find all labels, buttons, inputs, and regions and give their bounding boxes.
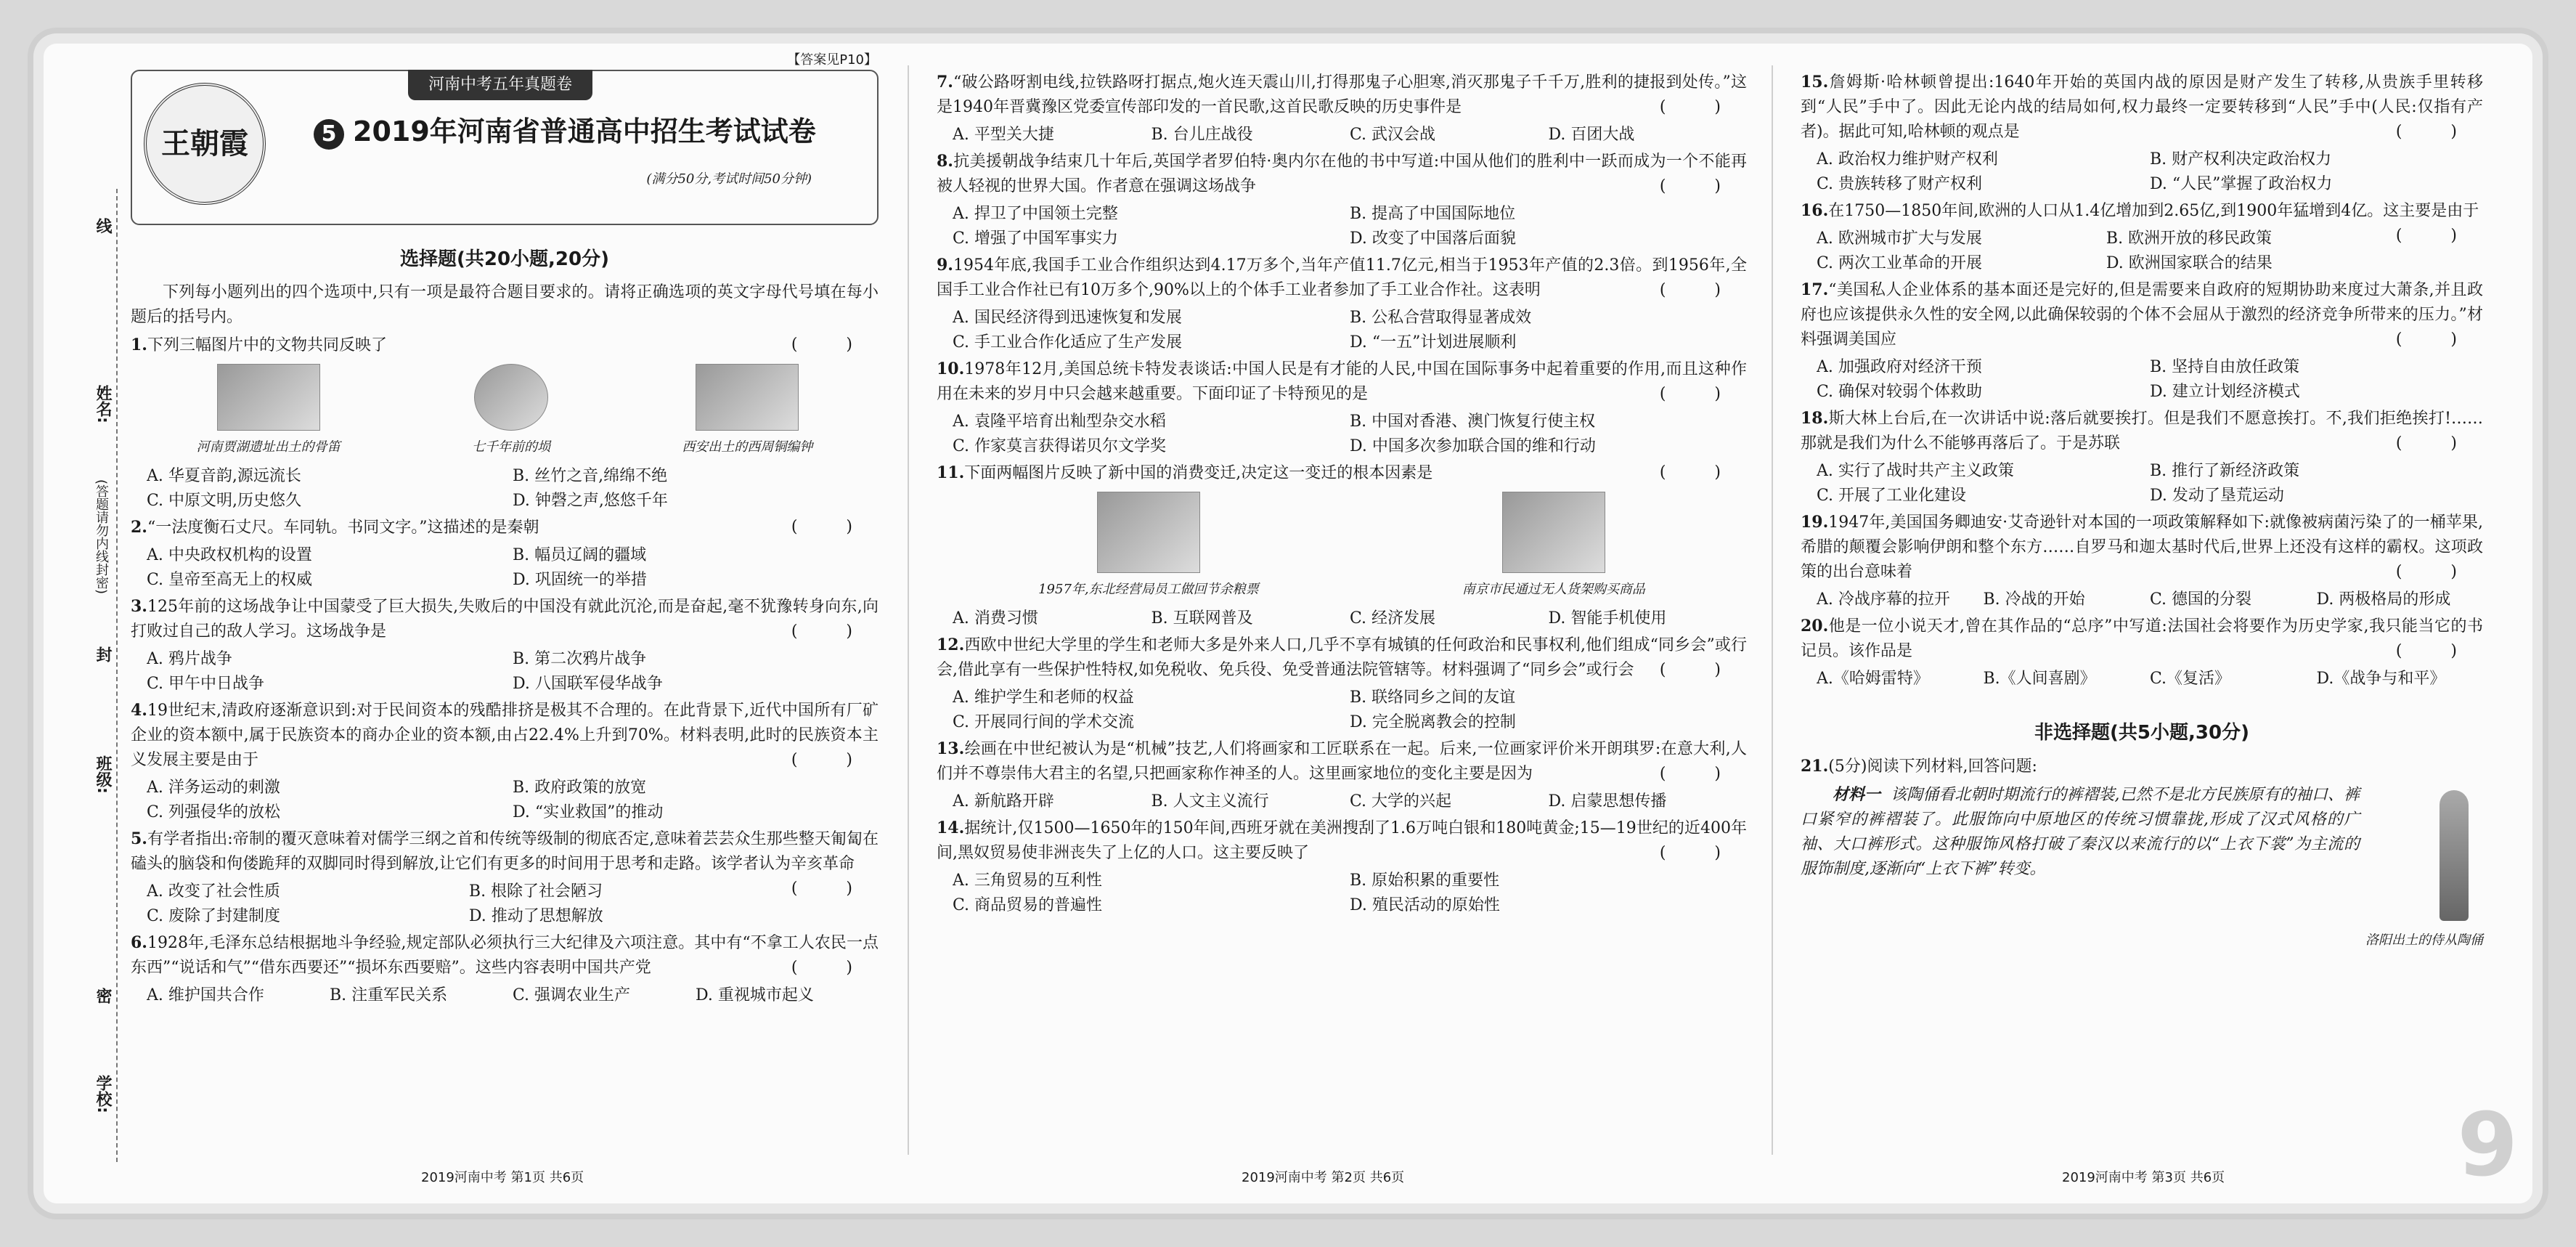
option-c[interactable]: C. 商品贸易的普遍性 bbox=[953, 896, 1103, 914]
column-divider bbox=[1772, 65, 1773, 1155]
question-number: 13. bbox=[937, 739, 965, 758]
question-number: 17. bbox=[1801, 280, 1829, 299]
question-number: 6. bbox=[131, 933, 147, 952]
figure-caption: 1957年,东北经营局员工做回节余粮票 bbox=[1038, 582, 1259, 597]
question-number: 14. bbox=[937, 819, 965, 837]
question-13 bbox=[937, 736, 1747, 814]
option-c[interactable]: C. 列强侵华的放松 bbox=[147, 803, 281, 821]
section-title-nonchoice: 非选择题(共5小题,30分) bbox=[2034, 722, 2249, 744]
question-4 bbox=[131, 698, 879, 825]
margin-name-label: 姓名: bbox=[94, 385, 112, 423]
option-a[interactable]: A. 平型关大捷 bbox=[953, 126, 1054, 144]
answer-paren: ( ) bbox=[791, 336, 874, 354]
margin-class-label: 班级: bbox=[94, 755, 112, 794]
question-stem: 下面两幅图片反映了新中国的消费变迁,决定这一变迁的根本因素是 bbox=[964, 464, 1433, 482]
question-number: 2. bbox=[131, 518, 147, 537]
question-number: 1. bbox=[131, 336, 147, 354]
question-stem: 他是一位小说天才,曾在其作品的“总序”中写道:法国社会将要作为历史学家,我只能当它的书记员。该作品是 bbox=[1801, 617, 2483, 660]
options bbox=[131, 776, 879, 825]
section-title-choice: 选择题(共20小题,20分) bbox=[399, 248, 609, 270]
option-c[interactable]: C. 贵族转移了财产权利 bbox=[1817, 175, 1983, 193]
option-c[interactable]: C.《复活》 bbox=[2150, 670, 2231, 688]
option-c[interactable]: C. 强调农业生产 bbox=[513, 986, 631, 1004]
margin-dense-label: 密 bbox=[94, 988, 112, 1004]
option-c[interactable]: C. 开展同行间的学术交流 bbox=[953, 713, 1135, 731]
question-stem: 在1750—1850年间,欧洲的人口从1.4亿增加到2.65亿,到1900年猛增到4亿。这主要是由于 bbox=[1828, 202, 2479, 220]
option-c[interactable]: C. 中原文明,历史悠久 bbox=[147, 492, 302, 510]
option-d[interactable]: D. 欧洲国家联合的结果 bbox=[2106, 254, 2273, 272]
option-d[interactable]: D. 两极格局的形成 bbox=[2316, 590, 2451, 609]
question-number: 3. bbox=[131, 597, 147, 616]
question-number: 10. bbox=[937, 360, 965, 378]
question-stem: 抗美援朝战争结束几十年后,英国学者罗伯特·奥内尔在他的书中写道:中国从他们的胜利中一跃而成为一个不能再被人轻视的世界大国。作者意在强调这场战争 bbox=[937, 153, 1747, 195]
question-10 bbox=[937, 357, 1747, 459]
publisher-logo bbox=[144, 83, 266, 205]
figure-xun bbox=[472, 364, 550, 460]
option-a[interactable]: A. 新航路开辟 bbox=[953, 792, 1054, 811]
question-3 bbox=[131, 594, 879, 696]
option-d[interactable]: D. 巩固统一的举措 bbox=[513, 571, 647, 589]
xun-image bbox=[474, 364, 548, 431]
option-b[interactable]: B. 坚持自由放任政策 bbox=[2150, 358, 2300, 376]
option-b[interactable]: B. 丝竹之音,绵绵不绝 bbox=[513, 467, 668, 485]
option-a[interactable]: A. 维护学生和老师的权益 bbox=[953, 689, 1134, 707]
question-stem: “一法度衡石丈尺。车同轨。书同文字。”这描述的是秦朝 bbox=[147, 519, 539, 537]
option-b[interactable]: B. 冷战的开始 bbox=[1983, 590, 2085, 609]
option-c[interactable]: C. 废除了封建制度 bbox=[147, 907, 281, 925]
question-5 bbox=[131, 826, 879, 929]
answer-paren: ( ) bbox=[2395, 563, 2479, 581]
figure-unmanned-shelf bbox=[1462, 492, 1645, 602]
options bbox=[937, 410, 1747, 459]
option-a[interactable]: A. 消费习惯 bbox=[953, 609, 1038, 627]
option-b[interactable]: B. 台儿庄战役 bbox=[1151, 126, 1253, 144]
options bbox=[131, 880, 791, 929]
question-stem: “美国私人企业体系的基本面还是完好的,但是需要来自政府的短期协助来度过大萧条,并且政府也应该提供永久性的安全网,以此确保较弱的个体不会屈从于激烈的经济竞争所带来的压力。”材料强调美国应 bbox=[1801, 281, 2483, 349]
option-b[interactable]: B. 公私合营取得显著成效 bbox=[1350, 309, 1532, 327]
option-d[interactable]: D. “人民”掌握了政治权力 bbox=[2150, 175, 2333, 193]
paper-number-badge: 5 bbox=[314, 119, 344, 150]
option-b[interactable]: B. 注重军民关系 bbox=[330, 986, 448, 1004]
option-a[interactable]: A. 鸦片战争 bbox=[147, 650, 232, 668]
question-15 bbox=[1801, 70, 2483, 197]
paper-title bbox=[314, 115, 816, 150]
question-8 bbox=[937, 149, 1747, 251]
question-stem: 19世纪末,清政府逐渐意识到:对于民间资本的残酷排挤是极其不合理的。在此背景下,近代中国所有厂矿企业的资本额中,属于民族资本的商办企业的资本额,由占22.4%上升到70%。材料表明,此时的民族资本主义发展主要是由于 bbox=[131, 702, 879, 769]
option-d[interactable]: D. 改变了中国落后面貌 bbox=[1350, 230, 1516, 248]
option-d[interactable]: D. 殖民活动的原始性 bbox=[1350, 896, 1500, 914]
answer-reference: 【答案见P10】 bbox=[787, 52, 877, 68]
question-1 bbox=[131, 333, 879, 513]
question-stem: 1978年12月,美国总统卡特发表谈话:中国人民是有才能的人民,中国在国际事务中起着重要的作用,而且这种作用在未来的岁月中只会越来越重要。下面印证了卡特预见的是 bbox=[937, 360, 1747, 403]
question-7 bbox=[937, 70, 1747, 147]
option-a[interactable]: A. 华夏音韵,源远流长 bbox=[147, 467, 301, 485]
options bbox=[1801, 588, 2483, 612]
option-d[interactable]: D. 建立计划经济模式 bbox=[2150, 383, 2300, 401]
bone-flute-image bbox=[217, 364, 320, 431]
option-c[interactable]: C. 确保对较弱个体救助 bbox=[1817, 383, 1983, 401]
question-17 bbox=[1801, 277, 2483, 405]
question-number: 11. bbox=[937, 463, 965, 482]
option-b[interactable]: B. 提高了中国国际地位 bbox=[1350, 205, 1516, 223]
option-d[interactable]: D. 推动了思想解放 bbox=[468, 907, 603, 925]
page-footer-2: 2019河南中考 第2页 共6页 bbox=[1242, 1170, 1405, 1185]
options bbox=[937, 789, 1747, 814]
figure-caption: 七千年前的埙 bbox=[471, 439, 550, 455]
options bbox=[937, 606, 1747, 631]
option-b[interactable]: B.《人间喜剧》 bbox=[1983, 670, 2096, 688]
question-number: 5. bbox=[131, 829, 147, 848]
question-stem: 詹姆斯·哈林顿曾提出:1640年开始的英国内战的原因是财产发生了转移,从贵族手里转移到“人民”手中了。因此无论内战的结局如何,权力最终一定要转移到“人民”手中(人民:仅指有产者)。据此可知,哈林顿的观点是 bbox=[1801, 73, 2483, 141]
material-label: 材料一 bbox=[1833, 785, 1881, 804]
margin-labels bbox=[91, 218, 121, 1162]
logo-text: 王朝霞 bbox=[161, 126, 248, 161]
bronze-bells-image bbox=[696, 364, 799, 431]
column-page-1 bbox=[131, 52, 879, 1010]
column-page-2 bbox=[937, 70, 1747, 919]
answer-paren: ( ) bbox=[2395, 642, 2479, 660]
option-d[interactable]: D. 八国联军侵华战争 bbox=[513, 675, 663, 693]
option-b[interactable]: B. 原始积累的重要性 bbox=[1350, 872, 1500, 890]
question-number: 9. bbox=[937, 256, 953, 275]
options bbox=[937, 306, 1747, 355]
option-c[interactable]: C. 皇帝至高无上的权威 bbox=[147, 571, 313, 589]
answer-paren: ( ) bbox=[791, 959, 874, 977]
paper-header bbox=[131, 52, 879, 225]
option-c[interactable]: C. 甲午中日战争 bbox=[147, 675, 265, 693]
answer-paren: ( ) bbox=[1659, 463, 1743, 482]
option-c[interactable]: C. 武汉会战 bbox=[1350, 126, 1436, 144]
option-b[interactable]: B. 第二次鸦片战争 bbox=[513, 650, 647, 668]
option-c[interactable]: C. 作家莫言获得诺贝尔文学奖 bbox=[953, 437, 1167, 455]
question-number: 16. bbox=[1801, 201, 1829, 220]
margin-seal-label: 封 bbox=[94, 646, 112, 662]
question-12 bbox=[937, 633, 1747, 735]
options bbox=[1801, 227, 2396, 276]
answer-paren: ( ) bbox=[791, 518, 874, 536]
question-number: 4. bbox=[131, 701, 147, 720]
option-a[interactable]: A. 欧洲城市扩大与发展 bbox=[1817, 230, 1982, 248]
option-a[interactable]: A. 实行了战时共产主义政策 bbox=[1817, 462, 2014, 480]
answer-paren: ( ) bbox=[1659, 385, 1743, 403]
options bbox=[1801, 147, 2483, 197]
option-b[interactable]: B. 推行了新经济政策 bbox=[2150, 462, 2300, 480]
figure-1957-grain bbox=[1038, 492, 1259, 602]
answer-paren: ( ) bbox=[1659, 177, 1743, 195]
paper-title-text: 2019年河南省普通高中招生考试试卷 bbox=[353, 115, 816, 147]
material-one bbox=[1801, 782, 2483, 882]
option-c[interactable]: C. 大学的兴起 bbox=[1350, 792, 1452, 811]
question-stem: 1928年,毛泽东总结根据地斗争经验,规定部队必须执行三大纪律及六项注意。其中有“不拿工人农民一点东西”“说话和气”“借东西要还”“损坏东西要赔”。这些内容表明中国共产党 bbox=[131, 934, 879, 977]
question-stem: 1954年底,我国手工业合作组织达到4.17万多个,当年产值11.7亿元,相当于1953年产值的2.3倍。到1956年,全国手工业合作社已有10万多个,90%以上的个体手工业者参加了手工业合作社。这表明 bbox=[937, 256, 1747, 299]
answer-paren: ( ) bbox=[2395, 330, 2479, 349]
question-14 bbox=[937, 816, 1747, 918]
answer-paren: ( ) bbox=[791, 622, 874, 641]
option-a[interactable]: A. 冷战序幕的拉开 bbox=[1817, 590, 1950, 609]
option-a[interactable]: A. 国民经济得到迅速恢复和发展 bbox=[953, 309, 1182, 327]
option-d[interactable]: D. 百团大战 bbox=[1548, 126, 1635, 144]
margin-line-label: 线 bbox=[94, 218, 112, 234]
figure-bells bbox=[682, 364, 812, 460]
figure-bone-flute bbox=[197, 364, 341, 460]
options bbox=[131, 464, 879, 513]
option-d[interactable]: D. 智能手机使用 bbox=[1548, 609, 1667, 627]
option-d[interactable]: D. 钟磬之声,悠悠千年 bbox=[513, 492, 668, 510]
column-divider bbox=[908, 65, 909, 1155]
option-a[interactable]: A. 三角贸易的互利性 bbox=[953, 872, 1102, 890]
option-b[interactable]: B. 互联网普及 bbox=[1151, 609, 1253, 627]
page-footer-1: 2019河南中考 第1页 共6页 bbox=[421, 1170, 584, 1185]
option-d[interactable]: D. 启蒙思想传播 bbox=[1548, 792, 1667, 811]
series-banner: 河南中考五年真题卷 bbox=[408, 70, 592, 100]
options bbox=[131, 983, 879, 1008]
material-text: 该陶俑看北朝时期流行的裤褶装,已然不是北方民族原有的袖口、裤口紧窄的裤褶装了。此服饰向中原地区的传统习惯靠拢,形成了汉式风格的广袖、大口裤形式。这种服饰风格打破了秦汉以来流行的以“上衣下裳”为主流的服饰制度,逐渐向“上衣下裤”转变。 bbox=[1801, 786, 2360, 878]
question-11 bbox=[937, 460, 1747, 631]
option-b[interactable]: B. 幅员辽阔的疆域 bbox=[513, 546, 647, 564]
exam-sheet bbox=[44, 44, 2532, 1203]
option-d[interactable]: D. 完全脱离教会的控制 bbox=[1350, 713, 1516, 731]
answer-paren: ( ) bbox=[1659, 281, 1743, 299]
question-stem: 斯大林上台后,在一次讲话中说:落后就要挨打。但是我们不愿意挨打。不,我们拒绝挨打!……那就是我们为什么不能够再落后了。于是苏联 bbox=[1801, 410, 2483, 452]
options bbox=[937, 869, 1747, 918]
option-b[interactable]: B. 政府政策的放宽 bbox=[513, 779, 647, 797]
option-b[interactable]: B. 根除了社会陋习 bbox=[468, 882, 603, 901]
question-stem: 125年前的这场战争让中国蒙受了巨大损失,失败后的中国没有就此沉沦,而是奋起,毫不犹豫转身向东,向打败过自己的敌人学习。这场战争是 bbox=[131, 598, 879, 641]
question-number: 7. bbox=[937, 73, 953, 92]
figure-caption: 河南贾湖遗址出土的骨笛 bbox=[196, 439, 341, 455]
option-a[interactable]: A. 维护国共合作 bbox=[147, 986, 264, 1004]
page-tab-number: 9 bbox=[2457, 1095, 2518, 1196]
option-b[interactable]: B. 联络同乡之间的友谊 bbox=[1350, 689, 1516, 707]
option-a[interactable]: A. 袁隆平培育出籼型杂交水稻 bbox=[953, 413, 1166, 431]
question-16 bbox=[1801, 198, 2483, 276]
question-number: 21. bbox=[1801, 757, 1829, 776]
margin-school-label: 学校: bbox=[94, 1075, 112, 1113]
question-6 bbox=[131, 930, 879, 1008]
option-d[interactable]: D. “一五”计划进展顺利 bbox=[1350, 333, 1517, 352]
question-18 bbox=[1801, 406, 2483, 508]
question-stem: 据统计,仅1500—1650年的150年间,西班牙就在美洲搜刮了1.6万吨白银和180吨黄金;15—19世纪的近400年间,黑奴贸易使非洲丧失了上亿的人口。这主要反映了 bbox=[937, 819, 1747, 862]
question-number: 15. bbox=[1801, 73, 1829, 92]
page-footer-3: 2019河南中考 第3页 共6页 bbox=[2062, 1170, 2225, 1185]
question-stem: 1947年,美国国务卿迪安·艾奇逊针对本国的一项政策解释如下:就像被病菌污染了的一桶苹果,希腊的颠覆会影响伊朗和整个东方……自罗马和迦太基时代后,世界上还没有这样的霸权。这项政策的出台意味着 bbox=[1801, 513, 2483, 581]
option-b[interactable]: B. 财产权利决定政治权力 bbox=[2150, 150, 2332, 168]
answer-paren: ( ) bbox=[791, 880, 874, 898]
question-21 bbox=[1801, 754, 2483, 948]
option-a[interactable]: A. 捍卫了中国领土完整 bbox=[953, 205, 1118, 223]
option-d[interactable]: D.《战争与和平》 bbox=[2316, 670, 2446, 688]
answer-paren: ( ) bbox=[1659, 661, 1743, 679]
question-19 bbox=[1801, 510, 2483, 612]
grain-ticket-photo bbox=[1097, 492, 1200, 573]
option-a[interactable]: A. 政治权力维护财产权利 bbox=[1817, 150, 1998, 168]
section-instructions: 下列每小题列出的四个选项中,只有一项是最符合题目要求的。请将正确选项的英文字母代号填在每小题后的括号内。 bbox=[131, 283, 879, 326]
answer-paren: ( ) bbox=[1659, 844, 1743, 862]
question-20 bbox=[1801, 614, 2483, 691]
options bbox=[937, 123, 1747, 147]
options bbox=[937, 686, 1747, 735]
option-a[interactable]: A. 加强政府对经济干预 bbox=[1817, 358, 1982, 376]
answer-paren: ( ) bbox=[2395, 434, 2479, 452]
option-c[interactable]: C. 开展了工业化建设 bbox=[1817, 487, 1967, 505]
option-c[interactable]: C. 经济发展 bbox=[1350, 609, 1436, 627]
options bbox=[1801, 355, 2483, 405]
option-b[interactable]: B. 欧洲开放的移民政策 bbox=[2106, 230, 2273, 248]
column-page-3 bbox=[1801, 70, 2483, 948]
option-c[interactable]: C. 两次工业革命的开展 bbox=[1817, 254, 1983, 272]
option-d[interactable]: D. “实业救国”的推动 bbox=[513, 803, 664, 821]
question-stem: 西欧中世纪大学里的学生和老师大多是外来人口,几乎不享有城镇的任何政治和民事权利,他们组成“同乡会”或行会,借此享有一些保护性特权,如免税收、免兵役、免受普通法院管辖等。材料强调了“同乡会”或行会 bbox=[937, 636, 1747, 679]
options bbox=[1801, 667, 2483, 691]
question-stem: 下列三幅图片中的文物共同反映了 bbox=[147, 336, 387, 354]
pottery-figurine-image bbox=[2440, 790, 2469, 921]
options bbox=[1801, 459, 2483, 508]
question-stem: (5分)阅读下列材料,回答问题: bbox=[1828, 757, 2037, 776]
question-number: 19. bbox=[1801, 513, 1829, 532]
option-d[interactable]: D. 发动了垦荒运动 bbox=[2150, 487, 2284, 505]
margin-note: (答题请勿内线封密) bbox=[94, 479, 109, 595]
option-c[interactable]: C. 德国的分裂 bbox=[2150, 590, 2252, 609]
figurine-caption: 洛阳出土的侍从陶俑 bbox=[2365, 933, 2483, 948]
option-d[interactable]: D. 重视城市起义 bbox=[696, 986, 814, 1004]
option-b[interactable]: B. 人文主义流行 bbox=[1151, 792, 1269, 811]
option-a[interactable]: A. 改变了社会性质 bbox=[147, 882, 280, 901]
answer-paren: ( ) bbox=[791, 751, 874, 769]
options bbox=[937, 202, 1747, 251]
question-number: 20. bbox=[1801, 617, 1829, 635]
question-2 bbox=[131, 515, 879, 593]
option-c[interactable]: C. 手工业合作化适应了生产发展 bbox=[953, 333, 1183, 352]
option-a[interactable]: A. 洋务运动的刺激 bbox=[147, 779, 280, 797]
unmanned-shelf-photo bbox=[1502, 492, 1605, 573]
question-number: 8. bbox=[937, 152, 953, 171]
question-9 bbox=[937, 253, 1747, 355]
answer-paren: ( ) bbox=[1659, 765, 1743, 783]
paper-subtitle: (满分50分,考试时间50分钟) bbox=[646, 171, 812, 187]
option-b[interactable]: B. 中国对香港、澳门恢复行使主权 bbox=[1350, 413, 1596, 431]
options bbox=[131, 647, 879, 696]
option-d[interactable]: D. 中国多次参加联合国的维和行动 bbox=[1350, 437, 1596, 455]
answer-paren: ( ) bbox=[2395, 123, 2479, 141]
option-a[interactable]: A.《哈姆雷特》 bbox=[1817, 670, 1929, 688]
answer-paren: ( ) bbox=[1659, 98, 1743, 116]
option-c[interactable]: C. 增强了中国军事实力 bbox=[953, 230, 1119, 248]
option-a[interactable]: A. 中央政权机构的设置 bbox=[147, 546, 312, 564]
question-number: 18. bbox=[1801, 409, 1829, 428]
question-stem: 有学者指出:帝制的覆灭意味着对儒学三纲之首和传统等级制的彻底否定,意味着芸芸众生那些整天匍匐在磕头的脑袋和佝偻跪拜的双脚同时得到解放,让它们有更多的时间用于思考和走路。该学者认为辛亥革命 bbox=[131, 830, 879, 873]
options bbox=[131, 543, 879, 593]
answer-paren: ( ) bbox=[2395, 227, 2479, 245]
question-stem: “破公路呀割电线,拉铁路呀打据点,炮火连天震山川,打得那鬼子心胆寒,消灭那鬼子千千万,胜利的捷报到处传。”这是1940年晋冀豫区党委宣传部印发的一首民歌,这首民歌反映的历史事件是 bbox=[937, 73, 1747, 116]
figure-caption: 西安出土的西周铜编钟 bbox=[682, 439, 813, 455]
question-stem: 绘画在中世纪被认为是“机械”技艺,人们将画家和工匠联系在一起。后来,一位画家评价米开朗琪罗:在意大利,人们并不尊崇伟大君主的名望,只把画家称作神圣的人。这里画家地位的变化主要是因为 bbox=[937, 740, 1747, 783]
figure-caption: 南京市民通过无人货架购买商品 bbox=[1462, 582, 1645, 597]
question-number: 12. bbox=[937, 635, 965, 654]
